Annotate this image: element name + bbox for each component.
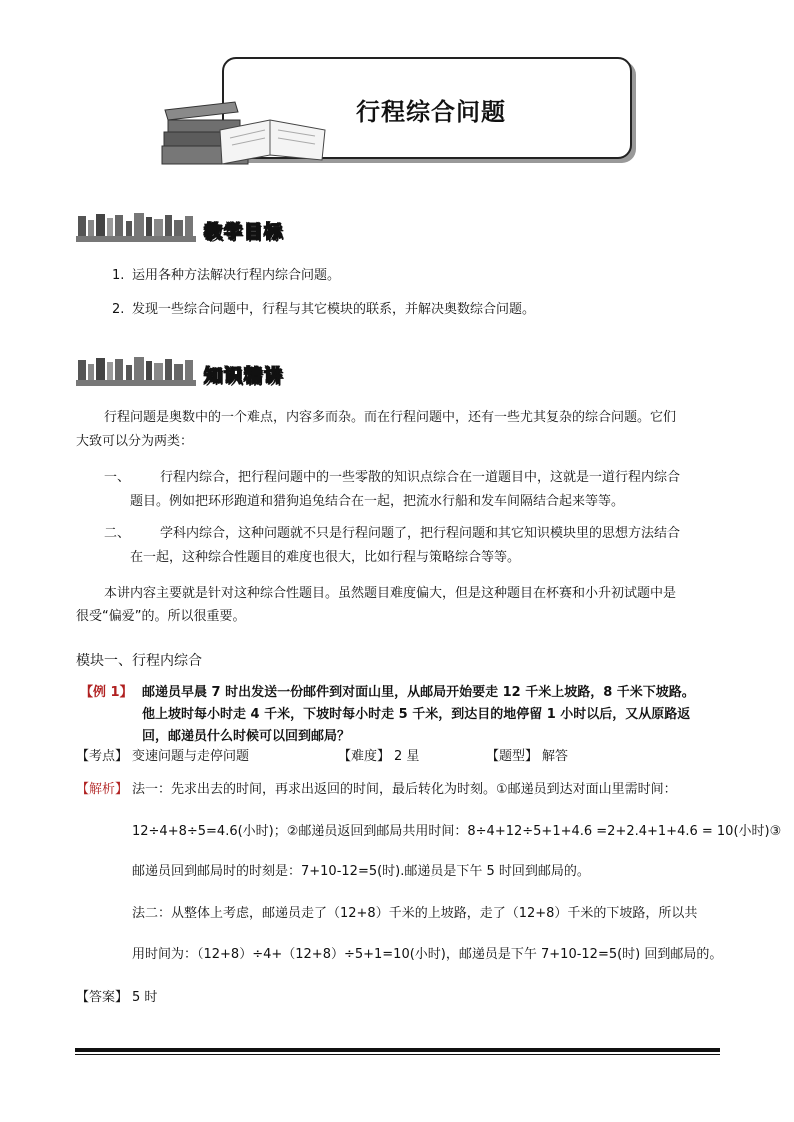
footer-divider (75, 1048, 720, 1052)
tixing-label: 【题型】 (486, 749, 539, 764)
list-item-text: 在一起，这种综合性题目的难度也很大，比如行程与策略综合等等。 (130, 550, 521, 565)
summary-paragraph: 很受“偏爱”的。所以很重要。 (76, 609, 246, 624)
solution-line: 邮递员回到邮局时的时刻是：7+10-12=5(时).邮递员是下午 5 时回到邮局的。 (132, 864, 590, 879)
list-item-text: 题目。例如把环形跑道和猎狗追兔结合在一起，把流水行船和发车间隔结合起来等等。 (130, 494, 625, 509)
kaodian-label: 【考点】 (76, 749, 129, 764)
footer-divider (75, 1054, 720, 1055)
goal-number: 2. (112, 302, 125, 317)
section-banner-icon (76, 212, 196, 244)
goal-text: 运用各种方法解决行程内综合问题。 (132, 268, 341, 283)
section-title-goals: 教学目标 (204, 222, 284, 243)
list-item-text: 学科内综合，这种问题就不只是行程问题了，把行程问题和其它知识模块里的思想方法结合 (160, 526, 681, 541)
list-item-number: 二、 (104, 526, 131, 541)
example-question: 邮递员早晨 7 时出发送一份邮件到对面山里，从邮局开始要走 12 千米上坡路，8 千米下坡路。 (142, 685, 695, 700)
solution-line: 法二：从整体上考虑，邮递员走了（12+8）千米的上坡路，走了（12+8）千米的下坡路，所以共 (132, 906, 698, 921)
solution-line: 法一：先求出去的时间，再求出返回的时间，最后转化为时刻。①邮递员到达对面山里需时间： (132, 782, 677, 797)
module-title: 模块一、行程内综合 (76, 653, 202, 669)
list-item-text: 行程内综合，把行程问题中的一些零散的知识点综合在一道题目中，这就是一道行程内综合 (160, 470, 681, 485)
solution-line: 用时间为：（12+8）÷4+（12+8）÷5+1=10(小时)，邮递员是下午 7+10-12=5(时) 回到邮局的。 (132, 947, 723, 962)
example-tag: 【例 1】 (80, 685, 133, 700)
section-title-knowledge: 知识精讲 (204, 366, 284, 387)
example-question: 他上坡时每小时走 4 千米，下坡时每小时走 5 千米，到达目的地停留 1 小时以后，又从原路返 (142, 707, 691, 722)
intro-paragraph: 大致可以分为两类： (76, 434, 194, 449)
solution-line: 12÷4+8÷5=4.6(小时)；②邮递员返回到邮局共用时间：8÷4+12÷5+1+4.6 =2+2.4+1+4.6 = 10(小时)③ (132, 824, 782, 839)
intro-paragraph: 行程问题是奥数中的一个难点，内容多而杂。而在行程问题中，还有一些尤其复杂的综合问题。它们 (104, 410, 677, 425)
section-banner-icon (76, 356, 196, 388)
jiexi-label: 【解析】 (76, 782, 129, 797)
goal-number: 1. (112, 268, 125, 283)
kaodian-value: 变速问题与走停问题 (132, 749, 250, 764)
answer-label: 【答案】 (76, 990, 129, 1005)
books-illustration (160, 100, 330, 170)
answer-value: 5 时 (132, 990, 158, 1005)
goal-text: 发现一些综合问题中，行程与其它模块的联系，并解决奥数综合问题。 (132, 302, 536, 317)
tixing-value: 解答 (542, 749, 569, 764)
nandu-label: 【难度】 (338, 749, 391, 764)
example-question: 回，邮递员什么时候可以回到邮局？ (142, 729, 351, 744)
summary-paragraph: 本讲内容主要就是针对这种综合性题目。虽然题目难度偏大，但是这种题目在杯赛和小升初试题中是 (104, 586, 677, 601)
nandu-value: 2 星 (394, 749, 420, 764)
page-title: 行程综合问题 (356, 98, 506, 126)
list-item-number: 一、 (104, 470, 131, 485)
